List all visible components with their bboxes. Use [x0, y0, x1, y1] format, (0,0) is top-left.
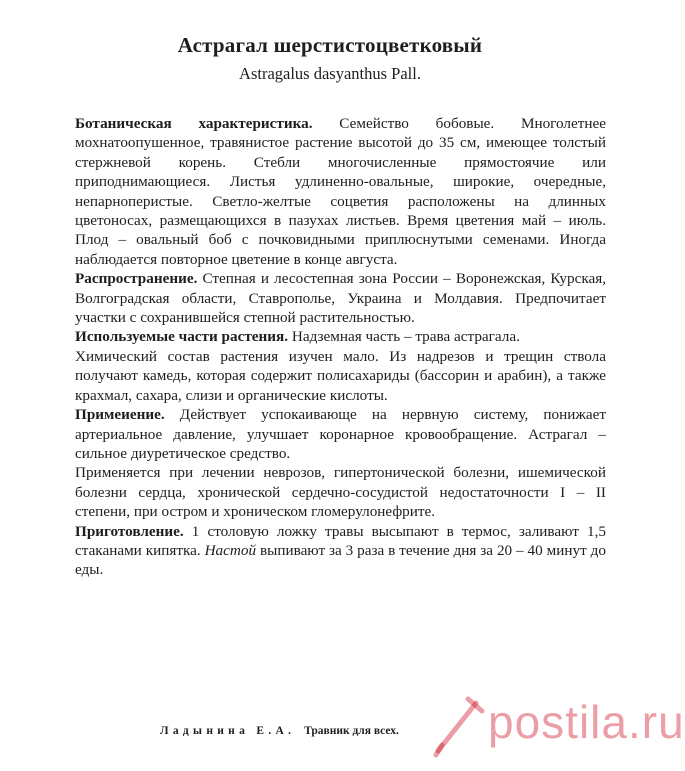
postila-watermark — [428, 689, 685, 767]
paragraph-botanical — [75, 114, 606, 269]
text-application: Действует успокаивающе на нервную систему, понижает артериальное давление, улучшает коронарное кровообращение. Астрагал – сильное диуретическое средство. — [75, 406, 606, 462]
text-preparation-italic: Настой — [204, 541, 257, 559]
heading-preparation: Приготовление. — [75, 522, 184, 540]
article-body — [75, 114, 606, 580]
footer-book: Травник для всех. — [304, 725, 399, 737]
text-botanical: Семейство бобовые. Многолетнее мохнатоопушенное, травянистое растение высотой до 35 см, имеющее толстый стержневой корень. Стебли многочисленные прямостоячие или приподнимающиеся. Листья удлиненно-овальные, широкие, очередные, непарноперистые. Светло-желтые соцветия расположены на длинных цветоносах, размещающихся в пазухах листьев. Время цветения май – июль. Плод – овальный боб с почковидными приплюснутыми семенами. Иногда наблюдается повторное цветение в конце августа. — [75, 115, 606, 268]
paragraph-preparation — [75, 522, 606, 580]
paragraph-parts-used — [75, 327, 606, 346]
text-chemistry: Химический состав растения изучен мало. Из надрезов и трещин ствола получают камедь, которая содержит полисахариды (бассорин и арабин), а также крахмал, сахара, слизи и органические кислоты. — [75, 347, 606, 404]
page-title: Астрагал шерстистоцветковый — [177, 33, 483, 57]
footer-citation — [160, 725, 399, 737]
watermark-text: postila.ru — [488, 696, 685, 748]
text-preparation-a: 1 столовую ложку травы высыпают в термос, заливают 1,5 стаканами кипятка. — [75, 522, 606, 559]
paragraph-application-2 — [75, 463, 606, 521]
footer-author: Ладынина Е.А. — [160, 725, 296, 737]
text-parts-used: Надземная часть – трава астрагала. — [288, 328, 520, 346]
paragraph-distribution — [75, 269, 606, 327]
text-application-2: Применяется при лечении неврозов, гипертонической болезни, ишемической болезни сердца, хронической сердечно-сосудистой недостаточности I – II степени, при остром и хроническом гломерулонефрите. — [75, 464, 606, 521]
heading-distribution: Распространение. — [75, 270, 198, 288]
heading-application: Примеиение. — [75, 406, 165, 424]
paragraph-application — [75, 405, 606, 463]
paragraph-chemistry — [75, 347, 606, 405]
text-preparation-b: выпивают за 3 раза в течение дня за 20 – 40 минут до еды. — [75, 541, 606, 579]
latin-name: Astragalus dasyanthus Pall. — [239, 64, 421, 83]
text-distribution: Степная и лесостепная зона России – Воронежская, Курская, Волгоградская области, Ставрополье, Украина и Молдавия. Предпочитает участки с сохранившейся степной растительностью. — [75, 270, 606, 327]
heading-parts-used: Используемые части растения. — [75, 328, 289, 346]
heading-botanical: Ботаническая характеристика. — [75, 115, 313, 132]
pen-icon — [428, 689, 488, 759]
